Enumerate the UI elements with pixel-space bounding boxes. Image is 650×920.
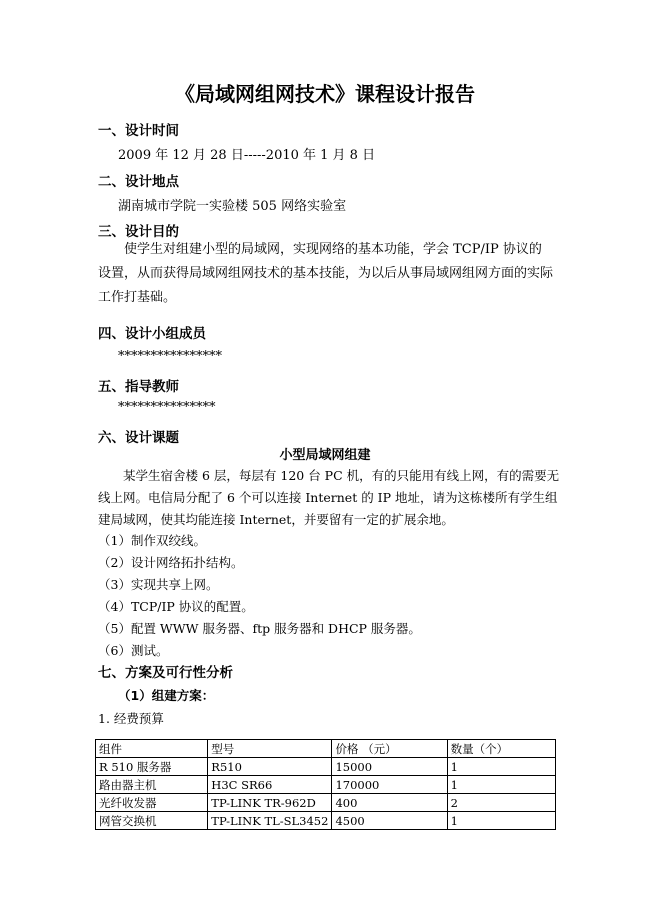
table-cell: TP-LINK TR-962D	[208, 794, 332, 812]
table-cell: 1	[447, 812, 555, 830]
column-header: 数量（个）	[447, 740, 555, 758]
design-location-text: 湖南城市学院一实验楼 505 网络实验室	[118, 199, 347, 214]
section-heading-purpose: 三、设计目的	[98, 224, 179, 240]
table-cell: 4500	[332, 812, 447, 830]
section-heading-location: 二、设计地点	[98, 174, 179, 190]
table-cell: 1	[447, 758, 555, 776]
document-title: 《局域网组网技术》课程设计报告	[175, 82, 475, 106]
table-cell: 光纤收发器	[96, 794, 208, 812]
instructor-text: ***************	[118, 400, 216, 415]
column-header: 组件	[96, 740, 208, 758]
topic-item: （1）制作双绞线。	[98, 533, 206, 548]
table-row	[96, 758, 556, 776]
design-purpose-text: 使学生对组建小型的局域网，实现网络的基本功能，学会 TCP/IP 协议的设置，从而获得局域网组网技术的基本技能，为以后从事局域网组网方面的实际工作打基础。	[98, 242, 554, 305]
section-heading-plan: 七、方案及可行性分析	[98, 665, 233, 681]
section-heading-topic: 六、设计课题	[98, 430, 179, 446]
section-heading-members: 四、设计小组成员	[98, 326, 206, 342]
section-heading-instructor: 五、指导教师	[98, 379, 179, 395]
table-cell: 15000	[332, 758, 447, 776]
topic-description: 某学生宿舍楼 6 层，每层有 120 台 PC 机，有的只能用有线上网，有的需要无线上网。电信局分配了 6 个可以连接 Internet 的 IP 地址，请为这栋楼所有学生组建局域网，使其均能连接 Internet，并要留有一定的扩展余地。	[98, 468, 560, 527]
topic-item: （5）配置 WWW 服务器、ftp 服务器和 DHCP 服务器。	[98, 621, 421, 636]
table-cell: H3C SR66	[208, 776, 332, 794]
table-cell: 170000	[332, 776, 447, 794]
column-header: 价格 （元）	[332, 740, 447, 758]
table-cell: 1	[447, 776, 555, 794]
plan-sub-heading: （1）组建方案：	[118, 688, 215, 703]
table-header-row	[96, 740, 556, 758]
column-header: 型号	[208, 740, 332, 758]
table-cell: R510	[208, 758, 332, 776]
table-cell: 网管交换机	[96, 812, 208, 830]
table-row	[96, 812, 556, 830]
table-cell: 2	[447, 794, 555, 812]
table-row	[96, 776, 556, 794]
table-cell: 路由器主机	[96, 776, 208, 794]
topic-subtitle: 小型局域网组建	[279, 448, 371, 463]
budget-label: 1. 经费预算	[98, 711, 164, 726]
table-cell: R 510 服务器	[96, 758, 208, 776]
topic-item: （3）实现共享上网。	[98, 577, 219, 592]
design-time-text: 2009 年 12 月 28 日-----2010 年 1 月 8 日	[118, 148, 376, 163]
topic-item: （2）设计网络拓扑结构。	[98, 555, 244, 570]
topic-item: （6）测试。	[98, 643, 169, 658]
topic-item: （4）TCP/IP 协议的配置。	[98, 599, 254, 614]
table-cell: 400	[332, 794, 447, 812]
table-row	[96, 794, 556, 812]
section-heading-time: 一、设计时间	[98, 123, 179, 139]
members-text: ****************	[118, 349, 222, 364]
table-cell: TP-LINK TL-SL3452	[208, 812, 332, 830]
budget-table	[95, 739, 556, 830]
